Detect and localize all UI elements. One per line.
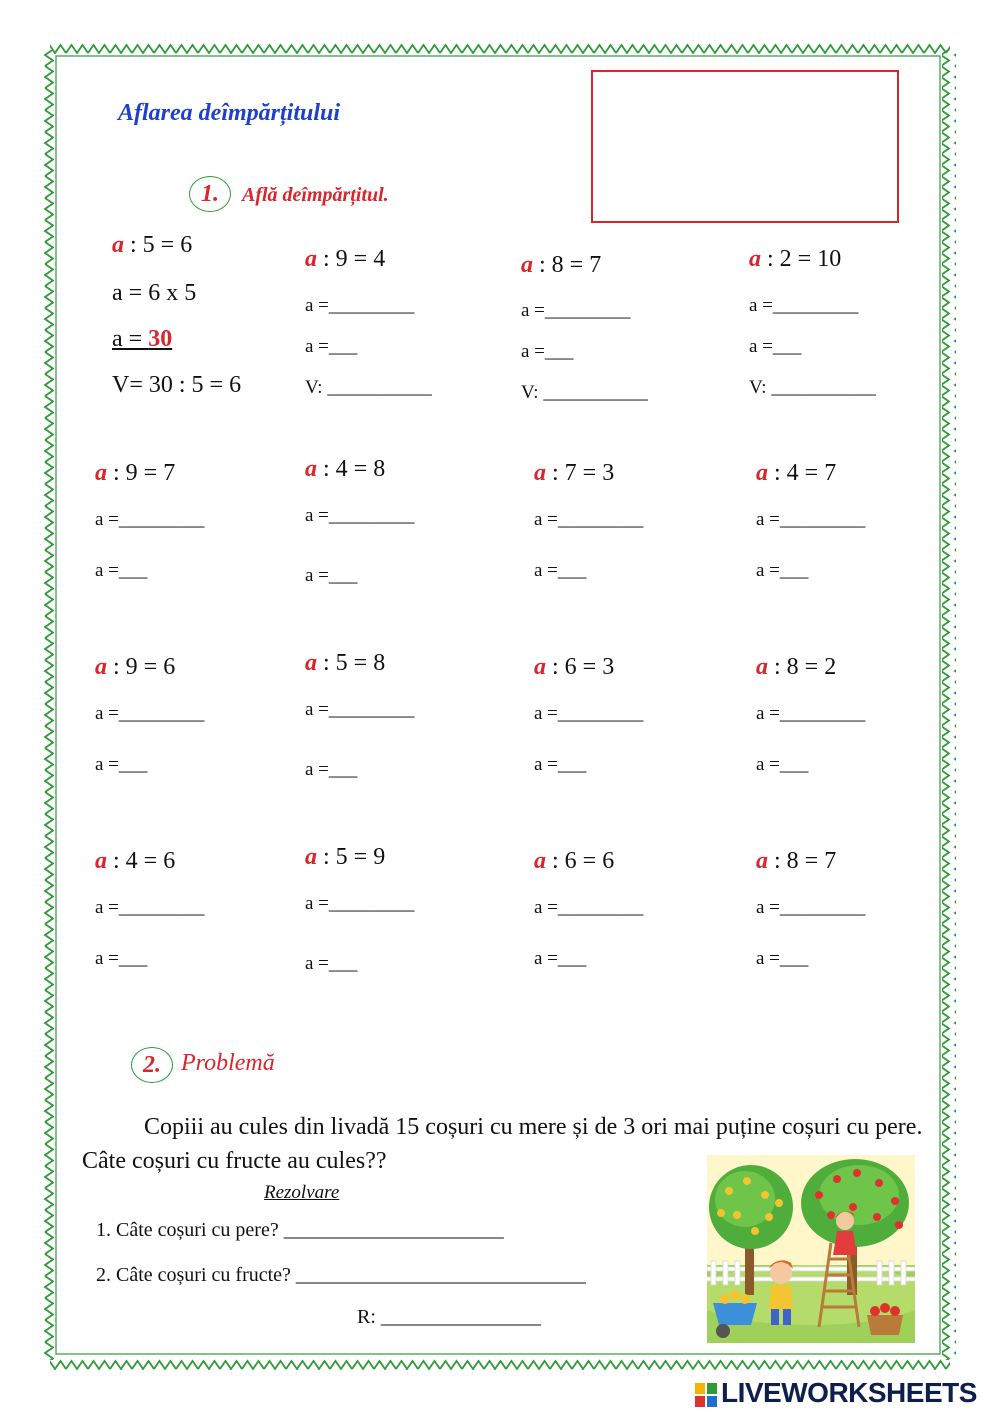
r3c1-line1[interactable]: a =_________ xyxy=(95,703,205,724)
r2c3-line1[interactable]: a =_________ xyxy=(534,509,644,530)
r1c2-line3[interactable]: V: ___________ xyxy=(305,377,432,398)
question-1[interactable]: 1. Câte coșuri cu pere? ______________________ xyxy=(96,1219,504,1241)
r2c3-line2[interactable]: a =___ xyxy=(534,560,587,581)
r3c2-line2[interactable]: a =___ xyxy=(305,759,358,780)
r3c4-line1[interactable]: a =_________ xyxy=(756,703,866,724)
r3c3-line2[interactable]: a =___ xyxy=(534,754,587,775)
answer-line[interactable]: R: ________________ xyxy=(357,1306,541,1328)
r1c3-line3[interactable]: V: ___________ xyxy=(521,382,648,403)
r3c2-line1[interactable]: a =_________ xyxy=(305,699,415,720)
r3c4-line2[interactable]: a =___ xyxy=(756,754,809,775)
example-answer: 30 xyxy=(148,326,173,352)
r3c1-line2[interactable]: a =___ xyxy=(95,754,148,775)
exercise1-number: 1. xyxy=(189,176,231,212)
r4c1-equation: a : 4 = 6 xyxy=(95,848,176,874)
r4c3-equation: a : 6 = 6 xyxy=(534,848,615,874)
r2c1-equation: a : 9 = 7 xyxy=(95,460,176,486)
r2c4-equation: a : 4 = 7 xyxy=(756,460,837,486)
example-equation: a : 5 = 6 xyxy=(112,232,193,258)
exercise2-title: Problemă xyxy=(181,1050,275,1076)
r3c3-equation: a : 6 = 3 xyxy=(534,654,615,680)
r4c1-line2[interactable]: a =___ xyxy=(95,948,148,969)
r2c2-equation: a : 4 = 8 xyxy=(305,456,386,482)
r2c4-line2[interactable]: a =___ xyxy=(756,560,809,581)
example-step2: a = 30 xyxy=(112,326,173,352)
r4c2-line2[interactable]: a =___ xyxy=(305,953,358,974)
r4c1-line1[interactable]: a =_________ xyxy=(95,897,205,918)
r1c4-line2[interactable]: a =___ xyxy=(749,336,802,357)
r4c4-line2[interactable]: a =___ xyxy=(756,948,809,969)
r4c2-equation: a : 5 = 9 xyxy=(305,844,386,870)
r1c4-line1[interactable]: a =_________ xyxy=(749,295,859,316)
r1c2-equation: a : 9 = 4 xyxy=(305,246,386,272)
r4c4-equation: a : 8 = 7 xyxy=(756,848,837,874)
r3c4-equation: a : 8 = 2 xyxy=(756,654,837,680)
example-step1: a = 6 x 5 xyxy=(112,280,197,306)
r2c3-equation: a : 7 = 3 xyxy=(534,460,615,486)
grade-box xyxy=(591,70,899,223)
r4c3-line2[interactable]: a =___ xyxy=(534,948,587,969)
exercise2-number: 2. xyxy=(131,1047,173,1083)
r2c1-line2[interactable]: a =___ xyxy=(95,560,148,581)
r4c2-line1[interactable]: a =_________ xyxy=(305,893,415,914)
r2c4-line1[interactable]: a =_________ xyxy=(756,509,866,530)
exercise1-instruction: Află deîmpărțitul. xyxy=(242,184,389,206)
r1c2-line1[interactable]: a =_________ xyxy=(305,295,415,316)
r1c3-equation: a : 8 = 7 xyxy=(521,252,602,278)
orchard-illustration xyxy=(707,1155,915,1343)
question-2[interactable]: 2. Câte coșuri cu fructe? _____________________________ xyxy=(96,1264,586,1286)
r3c1-equation: a : 9 = 6 xyxy=(95,654,176,680)
example-check: V= 30 : 5 = 6 xyxy=(112,372,242,398)
r1c4-equation: a : 2 = 10 xyxy=(749,246,842,272)
variable-a: a xyxy=(112,232,124,258)
r2c2-line2[interactable]: a =___ xyxy=(305,565,358,586)
r2c1-line1[interactable]: a =_________ xyxy=(95,509,205,530)
r3c2-equation: a : 5 = 8 xyxy=(305,650,386,676)
page-title: Aflarea deîmpărțitului xyxy=(118,100,341,126)
problem-text: Copiii au cules din livadă 15 coșuri cu mere și de 3 ori mai puține coșuri cu pere. Câte coșuri cu fructe au cules?? xyxy=(82,1114,923,1174)
r4c4-line1[interactable]: a =_________ xyxy=(756,897,866,918)
r1c3-line2[interactable]: a =___ xyxy=(521,341,574,362)
r1c4-line3[interactable]: V: ___________ xyxy=(749,377,876,398)
r3c3-line1[interactable]: a =_________ xyxy=(534,703,644,724)
r4c3-line1[interactable]: a =_________ xyxy=(534,897,644,918)
liveworksheets-logo: LIVEWORKSHEETS xyxy=(695,1377,977,1409)
r1c2-line2[interactable]: a =___ xyxy=(305,336,358,357)
liveworksheets-mark-icon xyxy=(695,1383,717,1407)
r1c3-line1[interactable]: a =_________ xyxy=(521,300,631,321)
r2c2-line1[interactable]: a =_________ xyxy=(305,505,415,526)
solution-label: Rezolvare xyxy=(264,1182,340,1203)
